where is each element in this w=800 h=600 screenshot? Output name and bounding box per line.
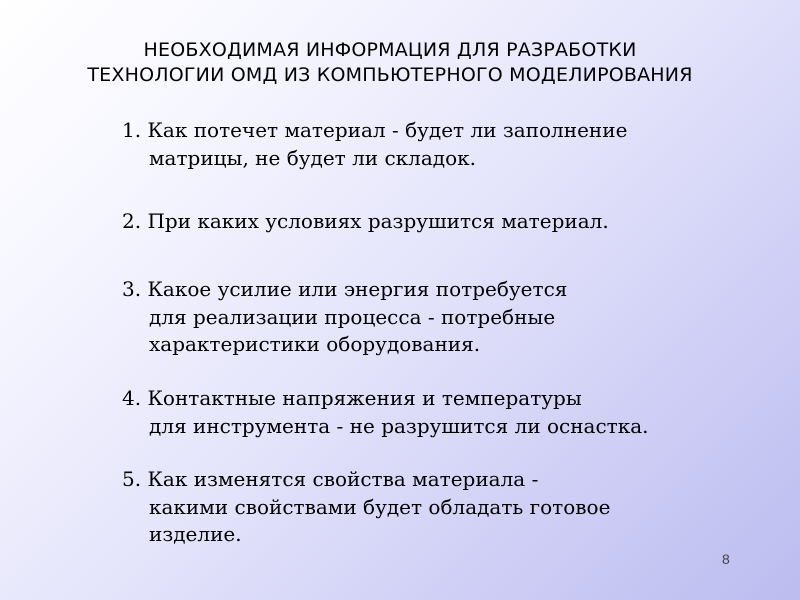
- item-text-line: характеристики оборудования.: [149, 332, 481, 356]
- item-text-line: матрицы, не будет ли складок.: [149, 145, 477, 170]
- slide-title: [0, 38, 780, 88]
- list-item: [122, 208, 609, 236]
- item-text-line: для инструмента - не разрушится ли оснастка.: [149, 413, 649, 438]
- item-text-line: 3. Какое усилие или энергия потребуется: [122, 277, 568, 301]
- item-text-line: 4. Контактные напряжения и температуры: [122, 386, 582, 410]
- item-text-line: 5. Как изменятся свойства материала -: [122, 467, 539, 491]
- item-text-line: 1. Как потечет материал - будет ли заполнение: [122, 118, 628, 142]
- item-text-line: какими свойствами будет обладать готовое: [149, 494, 611, 519]
- title-line: ТЕХНОЛОГИИ ОМД ИЗ КОМПЬЮТЕРНОГО МОДЕЛИРОВАНИЯ: [87, 64, 693, 86]
- item-text-line: 2. При каких условиях разрушится материал.: [122, 209, 609, 233]
- item-text-line: изделие.: [149, 522, 242, 546]
- page-number: 8: [722, 551, 730, 567]
- item-text-line: для реализации процесса - потребные: [149, 304, 556, 329]
- list-item: [122, 276, 567, 359]
- list-item: [122, 466, 610, 549]
- list-item: [122, 117, 627, 172]
- title-line: НЕОБХОДИМАЯ ИНФОРМАЦИЯ ДЛЯ РАЗРАБОТКИ: [143, 39, 637, 61]
- list-item: [122, 385, 649, 440]
